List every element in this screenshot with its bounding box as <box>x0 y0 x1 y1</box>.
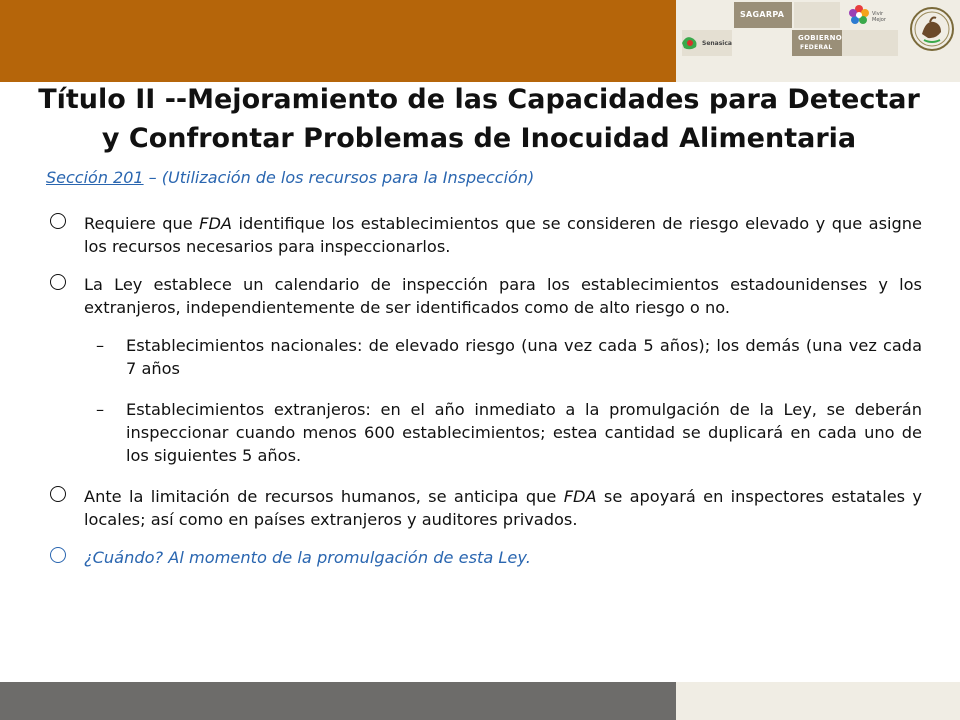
section-description: – (Utilización de los recursos para la Inspección) <box>143 168 535 187</box>
federal-label: FEDERAL <box>800 44 833 51</box>
bullet-item-when <box>50 546 922 569</box>
header-band <box>0 0 676 82</box>
title-line-2: y Confrontar Problemas de Inocuidad Alimentaria <box>101 123 857 154</box>
circle-bullet-icon <box>50 213 66 229</box>
section-subtitle <box>46 168 534 187</box>
flower-icon <box>848 4 870 26</box>
mexico-seal <box>908 4 956 54</box>
footer-corner <box>676 682 960 720</box>
gobierno-label: GOBIERNO <box>798 34 843 42</box>
sub-bullet-item <box>50 398 922 467</box>
bullet-emphasis: FDA <box>199 214 233 233</box>
bullet-text: Ante la limitación de recursos humanos, se anticipa que <box>84 487 564 506</box>
tile-decor-3 <box>842 30 898 56</box>
footer-band <box>0 682 676 720</box>
sub-bullet-item <box>50 334 922 380</box>
bullet-item <box>50 485 922 531</box>
bullet-text: se apoyará en inspectores estatales y locales; así como en países extranjeros y auditores privados. <box>84 487 922 529</box>
bullet-text: ¿Cuándo? Al momento de la promulgación de esta Ley. <box>84 548 531 567</box>
eagle-seal-icon <box>908 4 956 54</box>
section-link[interactable]: Sección 201 <box>46 168 144 187</box>
vivir-mejor-label: Vivir Mejor <box>872 11 886 23</box>
bullet-item <box>50 212 922 258</box>
page-title <box>14 80 944 158</box>
circle-bullet-icon <box>50 486 66 502</box>
logo-strip <box>676 0 960 82</box>
sagarpa-logo <box>734 2 792 28</box>
sub-bullet-text: Establecimientos nacionales: de elevado riesgo (una vez cada 5 años); los demás (una vez cada 7 años <box>126 336 922 378</box>
vivir-mejor-logo <box>846 2 898 28</box>
dash-icon: – <box>96 336 105 355</box>
sub-bullet-text: Establecimientos extranjeros: en el año inmediato a la promulgación de la Ley, se deberán inspeccionar cuando menos 600 establecimientos; estea cantidad se duplicará en cada uno de los siguientes 5 años. <box>126 400 922 465</box>
bullet-text: La Ley establece un calendario de inspección para los establecimientos estadounidenses y los extranjeros, independientemente de ser identificados como de alto riesgo o no. <box>84 275 922 317</box>
dash-icon: – <box>96 400 105 419</box>
bullet-text: Requiere que <box>84 214 200 233</box>
slide-content <box>50 212 922 584</box>
senasica-icon <box>680 34 700 52</box>
gobierno-federal-logo <box>792 30 842 56</box>
bullet-emphasis: FDA <box>563 487 597 506</box>
bullet-text: identifique los establecimientos que se consideren de riesgo elevado y que asigne los recursos necesarios para inspeccionarlos. <box>84 214 923 256</box>
senasica-logo <box>678 30 738 56</box>
tile-decor-1 <box>794 2 840 28</box>
sagarpa-label: SAGARPA <box>740 10 785 19</box>
senasica-label: Senasica <box>702 40 732 47</box>
bullet-item <box>50 273 922 319</box>
circle-bullet-icon <box>50 547 66 563</box>
title-line-1: Título II --Mejoramiento de las Capacidades para Detectar <box>38 84 920 115</box>
circle-bullet-icon <box>50 274 66 290</box>
